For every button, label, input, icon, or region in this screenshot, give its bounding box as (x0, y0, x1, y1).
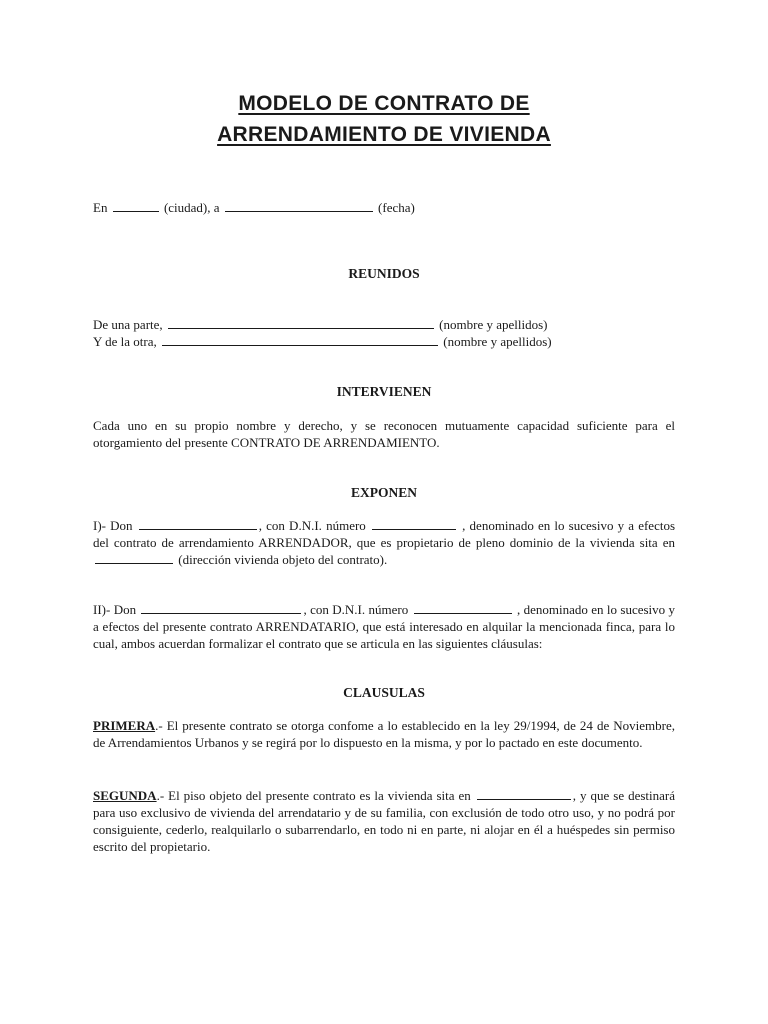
intervienen-heading: INTERVIENEN (336, 384, 432, 399)
title-line-2: ARRENDAMIENTO DE VIVIENDA (217, 123, 551, 146)
party-2-suffix: (nombre y apellidos) (443, 334, 552, 349)
p2-dni: , con D.N.I. número (303, 602, 409, 617)
primera-label: PRIMERA (93, 718, 156, 733)
party-1-suffix: (nombre y apellidos) (439, 317, 548, 332)
segunda-text-a: .- El piso objeto del presente contrato es la vivienda sita en (156, 788, 471, 803)
exponen-paragraph-2 (93, 601, 675, 652)
place-date-line (93, 199, 675, 216)
p2-dni-blank (414, 601, 512, 614)
p2-body: , denominado en lo sucesivo y a efectos del presente contrato ARRENDATARIO, que está interesado en alquilar la mencionada finca, para lo cual, ambos acuerdan formalizar el contrato que se articula en las siguientes cláusulas: (93, 602, 676, 651)
city-label: (ciudad), a (163, 200, 220, 215)
reunidos-section (93, 316, 675, 350)
date-label: (fecha) (378, 200, 415, 215)
reunidos-heading: REUNIDOS (348, 266, 420, 281)
segunda-text-b: , y que se destinará para uso exclusivo de vivienda del arrendatario y de su familia, con exclusión de todo otro uso, y no podrá por consiguiente, cederlo, realquilarlo o subarrendarlo, en todo ni en parte, ni alojar en él a huéspedes sin permiso escrito del propietario. (93, 788, 675, 854)
party-line-2 (93, 333, 675, 350)
p1-name-blank (139, 517, 257, 530)
p1-intro: I)- Don (93, 518, 133, 533)
p1-address-note: (dirección vivienda objeto del contrato). (178, 552, 388, 567)
p1-address-blank (95, 551, 173, 564)
p1-body: , denominado en lo sucesivo y a efectos del contrato de arrendamiento ARRENDADOR, que es propietario de pleno dominio de la vivienda sita en (93, 518, 676, 550)
p1-dni: , con D.N.I. número (258, 518, 366, 533)
party-line-1 (93, 316, 675, 333)
segunda-address-blank (477, 787, 571, 800)
exponen-paragraph-1 (93, 517, 675, 568)
clausulas-heading: CLAUSULAS (343, 685, 425, 700)
p1-dni-blank (372, 517, 456, 530)
party-1-prefix: De una parte, (93, 317, 163, 332)
exponen-heading: EXPONEN (350, 485, 417, 500)
city-blank (113, 199, 159, 212)
document-title (0, 88, 768, 150)
title-line-1: MODELO DE CONTRATO DE (238, 92, 530, 115)
party-2-blank (162, 333, 438, 346)
intervienen-text: Cada uno en su propio nombre y derecho, y se reconocen mutuamente capacidad suficiente para el otorgamiento del presente CONTRATO DE ARRENDAMIENTO. (93, 418, 675, 450)
p2-name-blank (141, 601, 301, 614)
clause-primera (93, 717, 675, 751)
clause-segunda (93, 787, 675, 855)
p2-intro: II)- Don (93, 602, 137, 617)
date-blank (225, 199, 373, 212)
party-2-prefix: Y de la otra, (93, 334, 157, 349)
party-1-blank (168, 316, 434, 329)
segunda-label: SEGUNDA (93, 788, 157, 803)
place-prefix: En (93, 200, 108, 215)
primera-text: .- El presente contrato se otorga confome a lo establecido en la ley 29/1994, de 24 de Noviembre, de Arrendamientos Urbanos y se regirá por lo dispuesto en la misma, y por lo pactado en este documento. (93, 718, 675, 750)
